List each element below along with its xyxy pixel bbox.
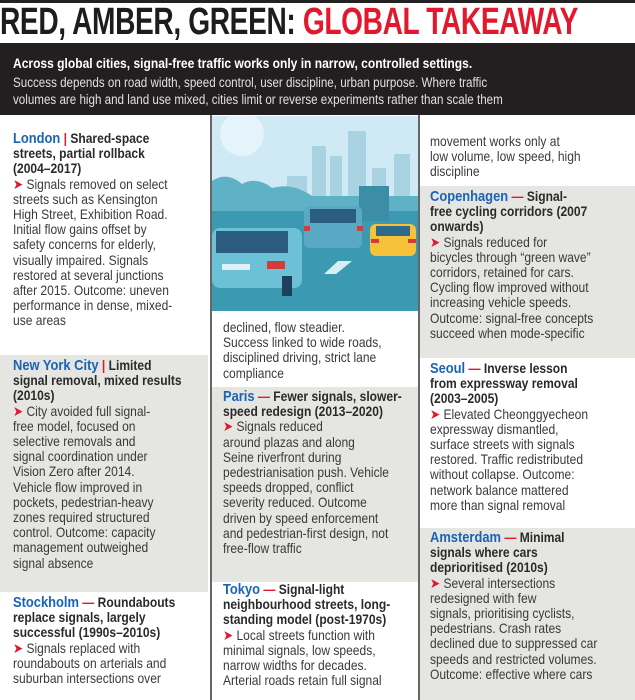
card-heading: Fewer signals, slower- speed redesign (2013–2020) [223,388,402,420]
intro-banner [0,43,635,115]
traffic-illustration [212,116,418,311]
city-name: Stockholm [13,594,79,611]
separator: — [508,188,527,204]
city-name: New York City [13,357,99,374]
card-continuation-mid [212,312,418,387]
card-paris [212,387,418,582]
city-name: Seoul [430,360,466,377]
yellow-car-icon [370,224,416,256]
card-heading: Signal-light neighbourhood streets, long- standing model (post-1970s) [223,581,391,628]
truck-icon [359,186,389,221]
separator: — [78,594,98,610]
title-part-1: RED, AMBER, GREEN: [0,1,303,43]
card-continuation-right [420,128,635,186]
title-part-2: GLOBAL TAKEAWAY [302,1,578,43]
card-heading: Limited signal removal, mixed results (2010s) [13,357,182,404]
card-body: City avoided full signal- free model, focused on selective removals and signal coordination under Vision Zero after 2014. Vehicle flow improved in pockets, pedestrian-heavy zones required structured control. Outcome: capacity management outweighed signal absence [13,402,156,571]
city-name: Paris [223,388,255,405]
card-body: Signals reduced for bicycles through “green wave” corridors, retained for cars. Cycling flow improved without increasing vehicle speeds. Outcome: signal-free concepts succeed when mode-specific [430,233,594,341]
separator: — [465,360,484,376]
page-title [0,2,578,42]
card-nyc [0,355,208,592]
city-name: London [13,130,61,147]
card-heading: Shared-space streets, partial rollback (2004–2017) [13,130,150,177]
suv-icon [304,206,363,248]
card-heading: Roundabouts replace signals, largely successful (1990s–2010s) [13,594,176,641]
arrow-icon: ➤ [13,175,27,192]
card-body: Signals removed on select streets such as Kensington High Street, Exhibition Road. Initial flow gains offset by safety concerns for elderly, visually impaired. Signals restored at several junctions after 2015. Outcome: uneven performance in dense, mixed- use areas [13,175,173,329]
arrow-icon: ➤ [430,574,444,591]
card-london [0,125,208,355]
card-copenhagen [420,186,635,358]
blue-car-icon [212,228,302,296]
separator: — [254,388,274,404]
city-name: Amsterdam [430,529,501,546]
city-name: Copenhagen [430,188,509,205]
separator: — [260,581,279,597]
card-heading: Inverse lesson from expressway removal (2003–2005) [430,360,578,407]
arrow-icon: ➤ [13,402,27,419]
card-seoul [420,358,635,528]
separator: — [500,529,520,545]
card-body: Elevated Cheonggyecheon expressway dismantled, surface streets with signals restored. Traffic redistributed without collapse. Outcome: network balance mattered more than signal removal [430,405,589,513]
card-body: movement works only at low volume, low speed, high discipline [430,133,581,180]
card-body: declined, flow steadier. Success linked to wide roads, disciplined driving, strict lane compliance [223,319,382,381]
arrow-icon: ➤ [13,639,27,656]
card-heading: Signal- free cycling corridors (2007 onwards) [430,188,588,235]
separator: | [60,130,71,146]
card-heading: Minimal signals where cars deprioritised (2010s) [430,529,565,576]
intro-body: Success depends on road width, speed control, user discipline, urban purpose. Where traffic volumes are high and land use mixed, cities limit or reverse experiments rather than scale them [13,75,503,107]
arrow-icon: ➤ [223,418,237,435]
card-stockholm [0,592,208,700]
card-tokyo [212,580,418,700]
arrow-icon: ➤ [430,233,444,250]
arrow-icon: ➤ [223,626,237,643]
arrow-icon: ➤ [430,405,444,422]
intro-lead: Across global cities, signal-free traffic works only in narrow, controlled settings. [13,55,473,71]
card-body: Local streets function with minimal signals, low speeds, narrow widths for decades. Arterial roads retain full signal [223,626,382,689]
card-body: Signals replaced with roundabouts on arterials and suburban intersections over [13,639,167,687]
card-body: Several intersections redesigned with few signals, prioritising cyclists, pedestrians. Crash rates declined due to suppressed car speeds and restricted volumes. Outcome: effective where cars [430,574,598,682]
card-amsterdam [420,528,635,700]
separator: | [98,357,109,373]
card-body: Signals reduced around plazas and along Seine riverfront during pedestrianisation push. Vehicle speeds dropped, conflict severity reduced. Outcome driven by speed enforcement and pedestrian-first design, not free-flow traffic [223,418,390,557]
city-name: Tokyo [223,581,261,598]
